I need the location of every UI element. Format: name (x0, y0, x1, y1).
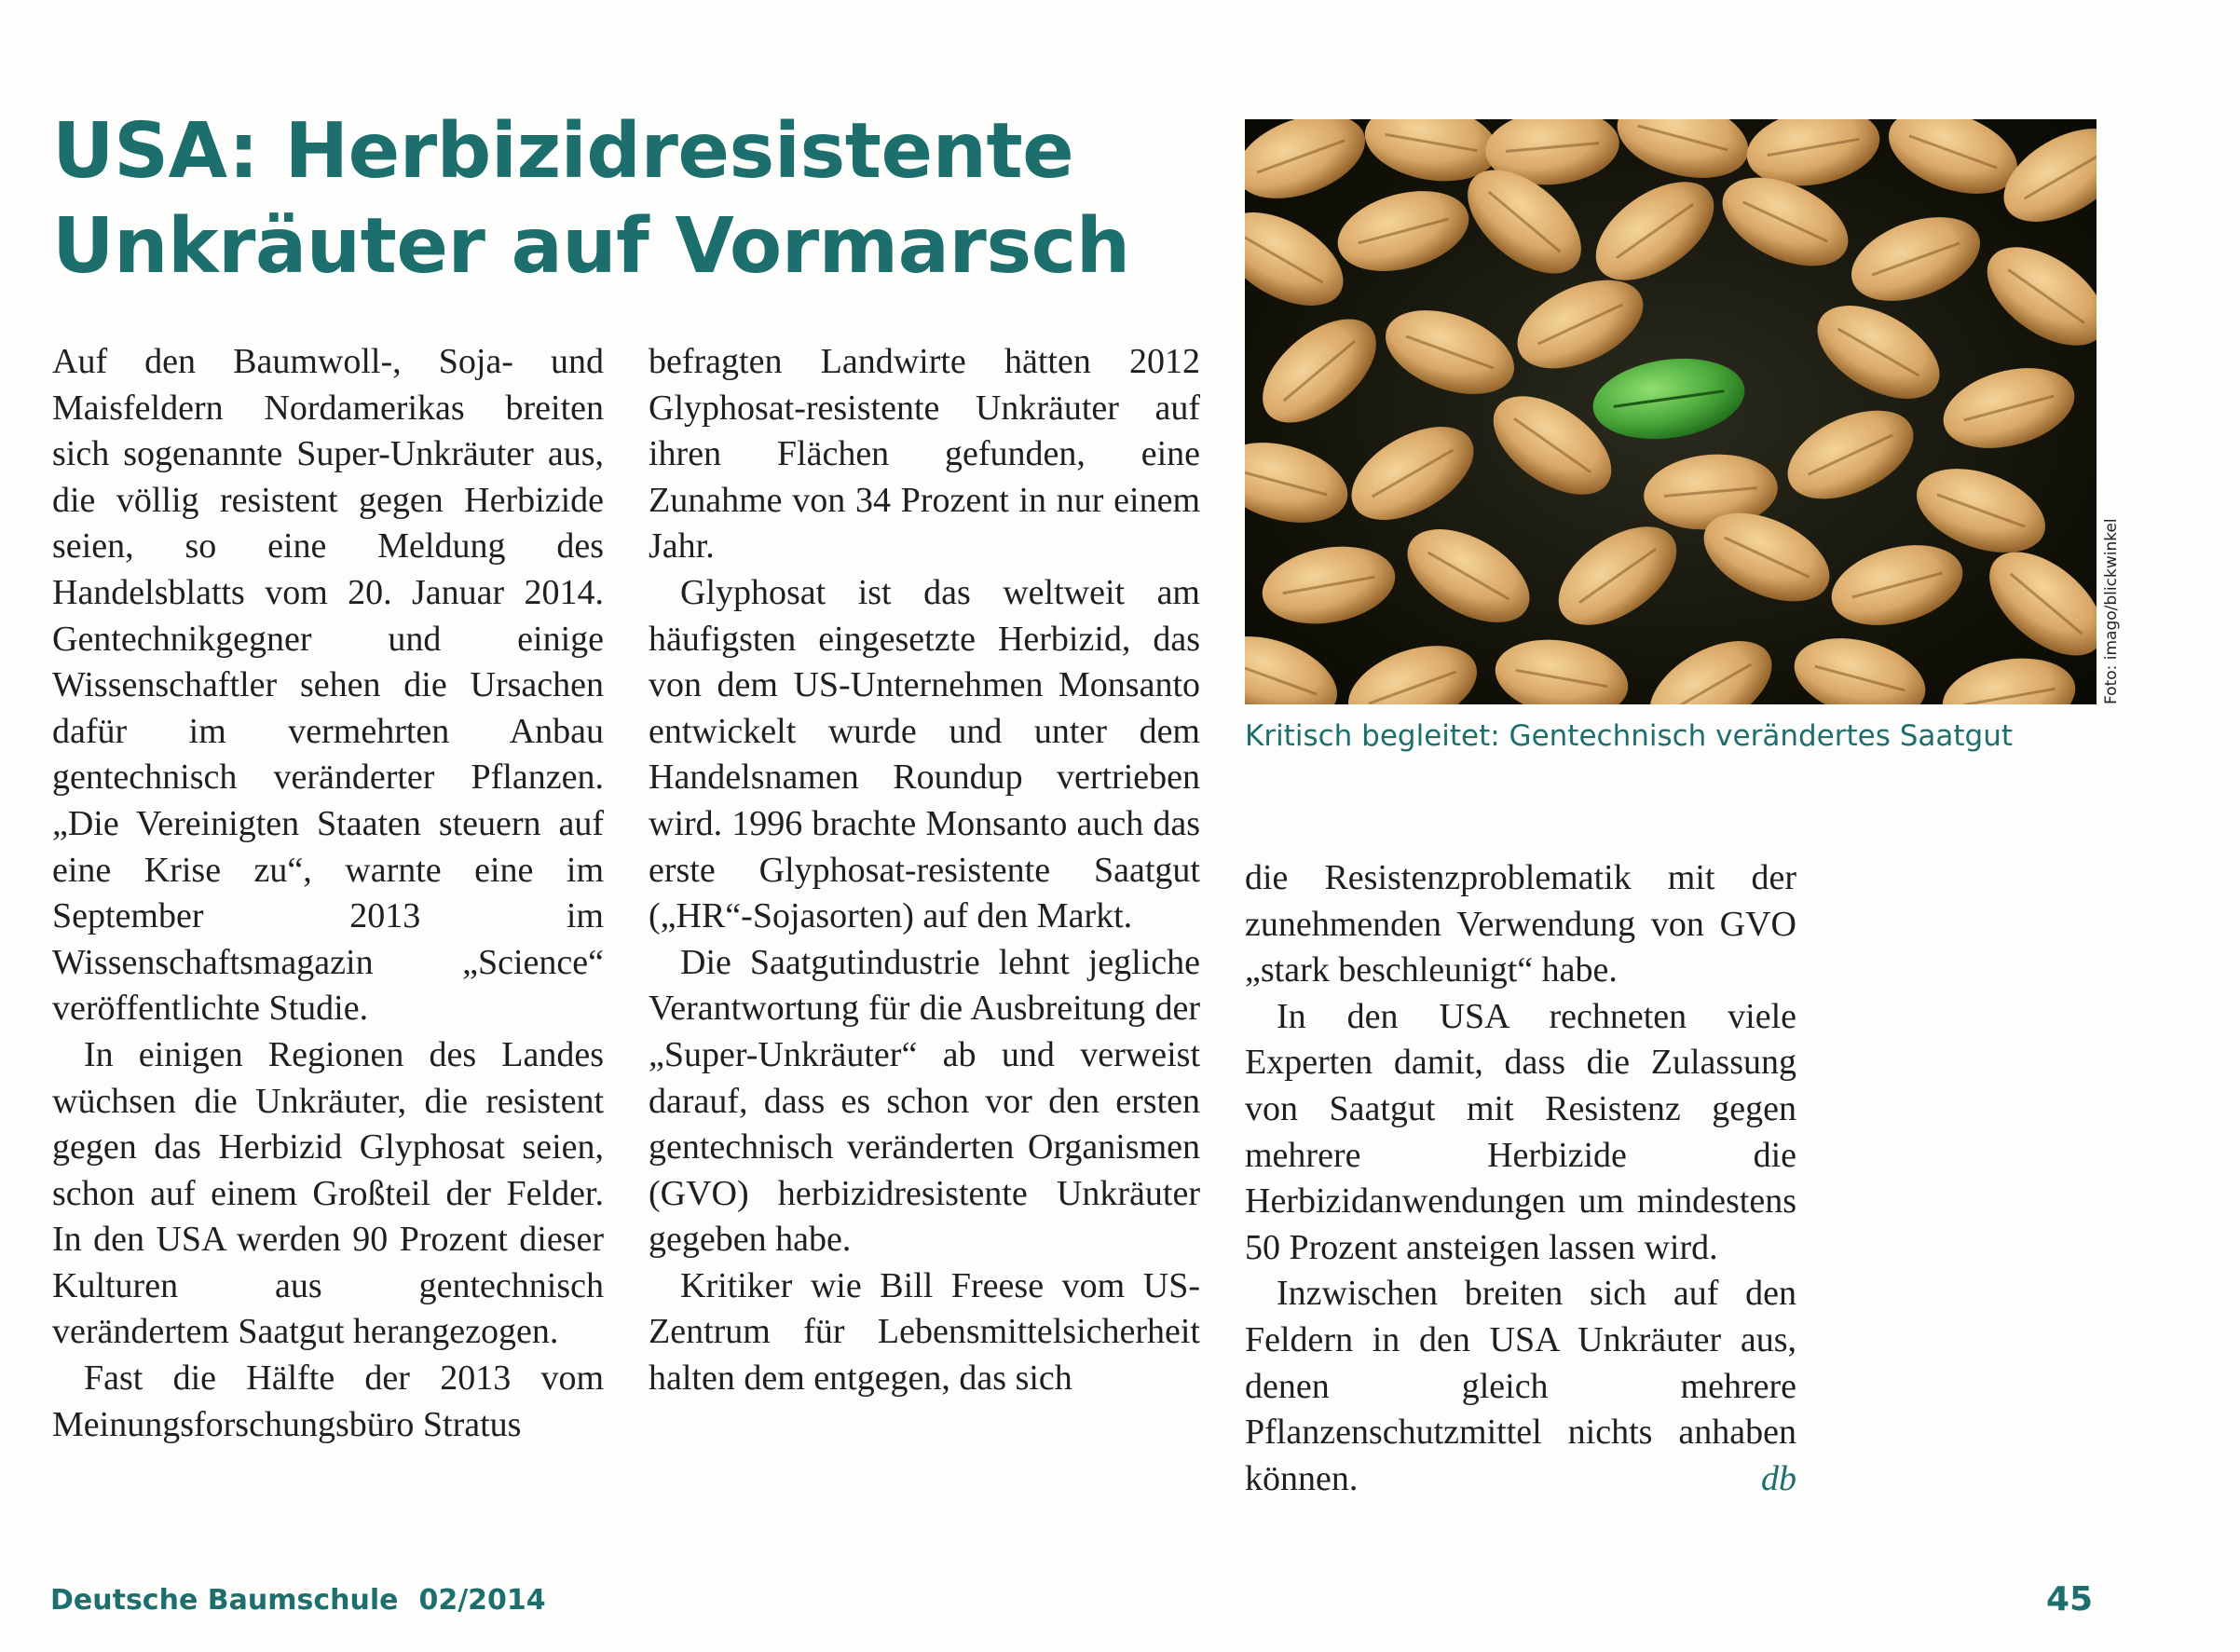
wheat-grain (1608, 119, 1757, 191)
paragraph: Auf den Baumwoll-, Soja- und Maisfeldern Nordamerikas breiten sich sogenannte Super-Unkräuter aus, die völlig resistent gegen Herbizide seien, so eine Meldung des Handelsblatts vom 20. Januar 2014. Gentechnikgegner und einige Wissenschaftler sehen die Ursachen dafür im vermehrten Anbau gentechnisch veränderter Pflanzen. „Die Vereinigten Staaten steuern auf eine Krise zu“, warnte eine im September 2013 im Wissenschaftsmagazin „Science“ veröffentlichte Studie. (52, 342, 604, 1029)
wheat-grain (1634, 621, 1788, 704)
seed-grains-illustration (1245, 119, 2097, 704)
issue-number: 02/2014 (418, 1584, 546, 1617)
footer-publication (50, 1584, 546, 1617)
headline-line-1: USA: Herbizidresistente (52, 107, 1074, 196)
paragraph: Fast die Hälfte der 2013 vom Meinungsforschungsbüro Stratus (52, 1358, 604, 1444)
paragraph: Die Saatgutindustrie lehnt jegliche Verantwortung für die Ausbreitung der „Super-Unkräuter“ ab und verweist darauf, dass es schon vor den ersten gentechnisch veränderten Organismen (GVO) herbizidresistente Unkräuter gegeben habe. (649, 942, 1200, 1260)
wheat-grain (1245, 119, 1376, 214)
seed-photo (1245, 119, 2097, 704)
paragraph-text: Inzwischen breiten sich auf den Feldern in den USA Unkräuter aus, denen gleich mehrere Pflanzenschutzmittel nichts anhaben können. (1245, 1274, 1796, 1498)
paragraph (1245, 1271, 1796, 1502)
text-column-3 (1245, 855, 1796, 1502)
wheat-grain (1489, 630, 1634, 704)
wheat-grain (1337, 630, 1489, 704)
figure-caption: Kritisch begleitet: Gentechnisch verändertes Saatgut (1245, 719, 2014, 753)
article-headline (52, 104, 1189, 294)
publication-name: Deutsche Baumschule (50, 1584, 399, 1617)
wheat-grain (1970, 227, 2097, 365)
paragraph: In den USA rechneten viele Experten damit, dass die Zulassung von Saatgut mit Resistenz gegen mehrere Herbizide die Herbizidanwendungen um mindestens 50 Prozent ansteigen lassen wird. (1245, 996, 1796, 1267)
author-signature: db (1761, 1458, 1796, 1498)
text-column-1 (52, 339, 604, 1448)
wheat-grain (1785, 625, 1934, 704)
wheat-grain (1245, 621, 1348, 704)
page-number: 45 (2046, 1580, 2094, 1618)
paragraph: In einigen Regionen des Landes wüchsen die Unkräuter, die resistent gegen das Herbizid Glyphosat seien, schon auf einem Großteil der Felder. In den USA werden 90 Prozent dieser Kulturen aus gentechnisch verändertem Saatgut herangezogen. (52, 1034, 604, 1352)
wheat-grain (1971, 532, 2097, 676)
photo-credit: Foto: imago/blickwinkel (2102, 518, 2121, 704)
paragraph: die Resistenzproblematik mit der zunehmenden Verwendung von GVO „stark beschleunigt“ habe. (1245, 858, 1796, 990)
text-column-2 (649, 339, 1200, 1402)
paragraph: Kritiker wie Bill Freese vom US-Zentrum für Lebensmittelsicherheit halten dem entgegen, das sich (649, 1265, 1200, 1399)
paragraph: befragten Landwirte hätten 2012 Glyphosat-resistente Unkräuter auf ihren Flächen gefunden, eine Zunahme von 34 Prozent in nur einem Jahr. (649, 342, 1200, 567)
wheat-grain (1245, 430, 1357, 537)
wheat-grain (1245, 193, 1359, 324)
headline-line-2: Unkräuter auf Vormarsch (52, 202, 1130, 291)
paragraph: Glyphosat ist das weltweit am häufigsten eingesetzte Herbizid, das von dem US-Unternehmen Monsanto entwickelt wurde und unter dem Handelsnamen Roundup vertrieben wird. 1996 brachte Monsanto auch das erste Glyphosat-resistente Saatgut („HR“-Sojasorten) auf den Markt. (649, 572, 1200, 936)
